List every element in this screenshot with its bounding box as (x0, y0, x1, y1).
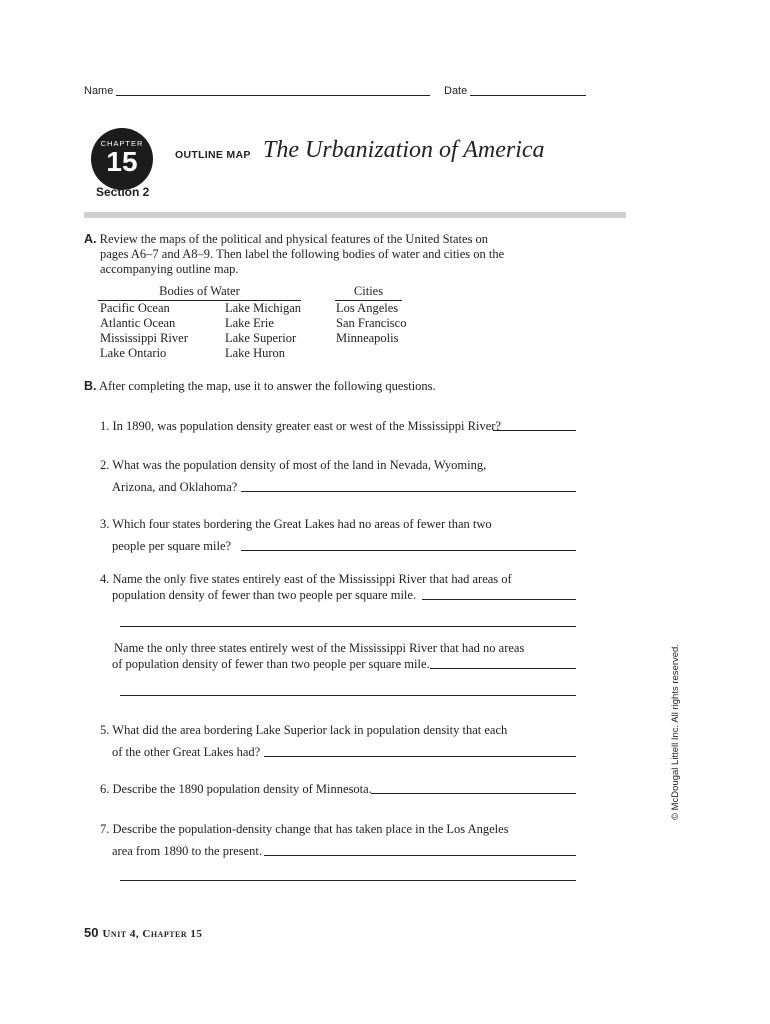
list-item: Lake Erie (225, 316, 274, 330)
part-b (84, 379, 436, 394)
answer-3-field[interactable] (241, 550, 576, 551)
name-label: Name (84, 85, 114, 97)
list-item: Lake Ontario (100, 346, 167, 360)
question-2b: Arizona, and Oklahoma? (112, 480, 238, 494)
date-field[interactable] (470, 95, 586, 96)
question-7a: 7. Describe the population-density change that has taken place in the Los Angeles (100, 822, 509, 836)
answer-6-field[interactable] (371, 793, 576, 794)
question-5a: 5. What did the area bordering Lake Superior lack in population density that each (100, 723, 508, 737)
part-a-line-2: pages A6–7 and A8–9. Then label the following bodies of water and cities on the (100, 247, 505, 261)
cities-header: Cities (335, 284, 402, 301)
list-item: Mississippi River (100, 331, 188, 345)
list-item: Atlantic Ocean (100, 316, 176, 330)
name-field[interactable] (116, 95, 430, 96)
date-label: Date (444, 85, 468, 97)
list-item: Lake Huron (225, 346, 286, 360)
page-number: 50 (84, 925, 99, 940)
answer-4d-field[interactable] (120, 695, 576, 696)
section-label: Section 2 (96, 185, 150, 199)
footer (84, 924, 202, 942)
list-item: Lake Superior (225, 331, 297, 345)
part-b-letter: B. (84, 379, 97, 393)
answer-4a-field[interactable] (422, 599, 576, 600)
question-4d: of population density of fewer than two people per square mile. (112, 657, 430, 671)
list-item: San Francisco (336, 316, 407, 330)
answer-7a-field[interactable] (264, 855, 576, 856)
part-a-line-1: Review the maps of the political and physical features of the United States on (99, 232, 489, 246)
answer-2-field[interactable] (241, 491, 576, 492)
bodies-list-1 (100, 301, 188, 361)
answer-4b-field[interactable] (120, 626, 576, 627)
unit-chapter-label: Unit 4, Chapter 15 (102, 928, 203, 940)
question-4a: 4. Name the only five states entirely east of the Mississippi River that had areas of (100, 572, 512, 586)
list-item: Lake Michigan (225, 301, 302, 315)
answer-5-field[interactable] (264, 756, 576, 757)
list-item: Los Angeles (336, 301, 399, 315)
part-a (84, 232, 488, 247)
list-item: Pacific Ocean (100, 301, 170, 315)
list-item: Minneapolis (336, 331, 399, 345)
answer-7b-field[interactable] (120, 880, 576, 881)
part-a-line-3: accompanying outline map. (100, 262, 239, 276)
page-title: The Urbanization of America (263, 137, 545, 163)
question-4b: population density of fewer than two people per square mile. (112, 588, 417, 602)
cities-list (336, 301, 406, 346)
question-6: 6. Describe the 1890 population density of Minnesota. (100, 782, 372, 796)
answer-1-field[interactable] (493, 430, 576, 431)
copyright-notice: © McDougal Littell Inc. All rights reserved. (670, 644, 681, 820)
bodies-of-water-header: Bodies of Water (98, 284, 301, 301)
answer-4c-field[interactable] (430, 668, 576, 669)
chapter-badge (91, 128, 153, 190)
question-1: 1. In 1890, was population density greater east or west of the Mississippi River? (100, 419, 501, 433)
question-7b: area from 1890 to the present. (112, 844, 262, 858)
part-b-intro: After completing the map, use it to answer the following questions. (98, 379, 436, 393)
part-a-letter: A. (84, 232, 97, 246)
chapter-number: 15 (106, 146, 138, 177)
divider (84, 212, 626, 218)
question-3b: people per square mile? (112, 539, 232, 553)
question-4c: Name the only three states entirely west of the Mississippi River that had no areas (114, 641, 525, 655)
chapter-label: CHAPTER (100, 139, 144, 148)
outline-map-label: OUTLINE MAP (175, 149, 251, 161)
question-5b: of the other Great Lakes had? (112, 745, 261, 759)
question-3a: 3. Which four states bordering the Great Lakes had no areas of fewer than two (100, 517, 492, 531)
bodies-list-2 (225, 301, 301, 361)
question-2a: 2. What was the population density of most of the land in Nevada, Wyoming, (100, 458, 487, 472)
